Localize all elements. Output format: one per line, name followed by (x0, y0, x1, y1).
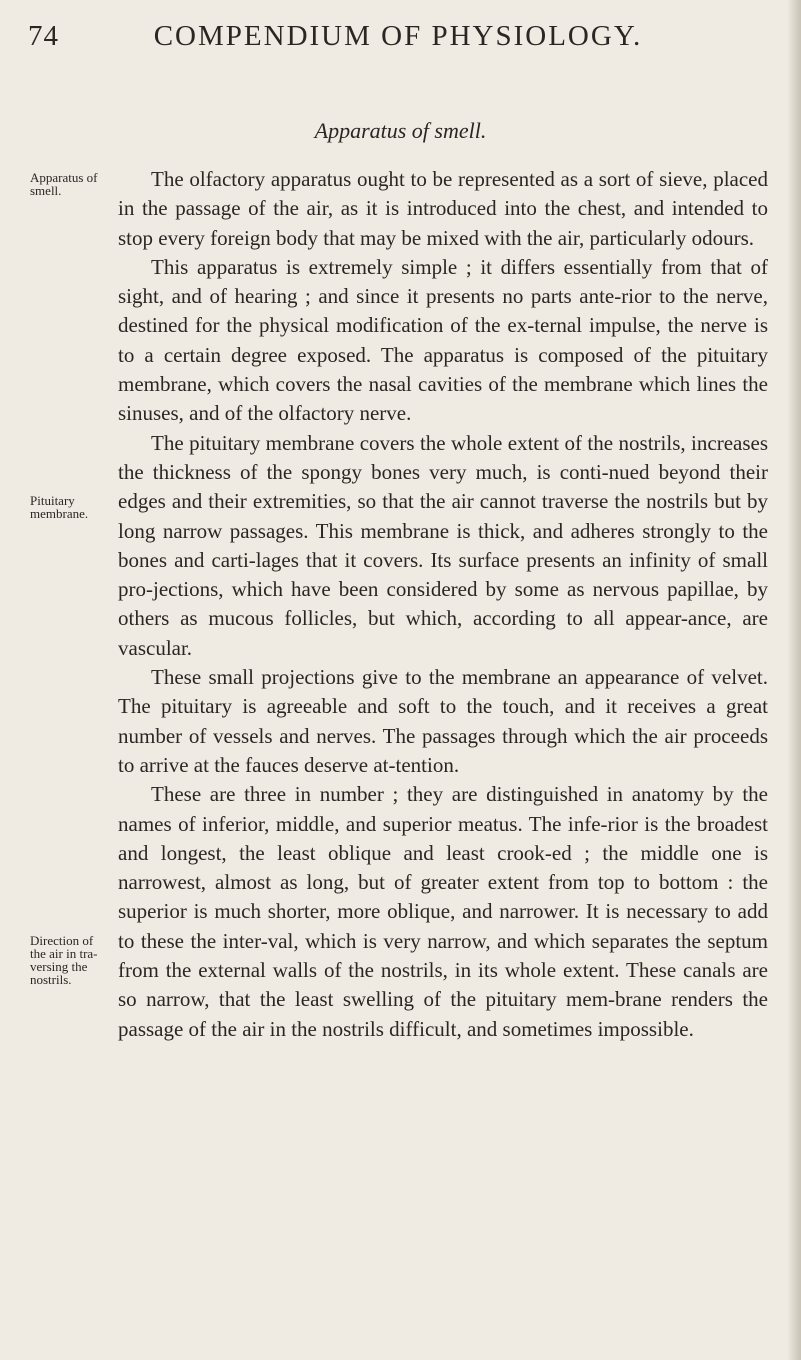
running-head (28, 20, 768, 60)
paragraph: The olfactory apparatus ought to be represented as a sort of sieve, placed in the passage of the air, as it is introduced into the chest, and intended to stop every foreign body that may be mixed with the air, particularly odours. (118, 167, 768, 250)
paragraph: These small projections give to the membrane an appearance of velvet. The pituitary is agreeable and soft to the touch, and it receives a great number of vessels and nerves. The passages through which the air proceeds to arrive at the fauces deserve at-tention. (118, 665, 768, 777)
page-edge (787, 0, 801, 1360)
paragraph: These are three in number ; they are distinguished in anatomy by the names of inferior, middle, and superior meatus. The infe-rior is the broadest and longest, the least oblique and least crook-ed ; the middle one is narrowest, almost as long, but of greater extent from top to bottom : the superior is much shorter, more oblique, and narrower. It is necessary to add to these the inter-val, which is very narrow, and which separates the septum from the external walls of the nostrils, in its whole extent. These canals are so narrow, that the least swelling of the pituitary mem-brane renders the passage of the air in the nostrils difficult, and sometimes impossible. (118, 782, 768, 1041)
body-text (118, 165, 768, 1044)
margin-note-apparatus: Apparatus of smell. (30, 170, 98, 198)
page-number: 74 (28, 20, 59, 52)
paragraph: This apparatus is extremely simple ; it differs essentially from that of sight, and of hearing ; and since it presents no parts ante-rior to the nerve, destined for the physical modification of the ex-ternal impulse, the nerve is to a certain degree exposed. The apparatus is composed of the pituitary membrane, which covers the nasal cavities of the membrane which lines the sinuses, and of the olfactory nerve. (118, 254, 768, 426)
margin-note-direction: Direction of the air in tra-versing the nostrils. (30, 933, 98, 987)
paragraph: The pituitary membrane covers the whole extent of the nostrils, increases the thickness of the spongy bones very much, is conti-nued beyond their edges and their extremities, so that the air cannot traverse the nostrils but by long narrow passages. This membrane is thick, and adheres strongly to the bones and carti-lages that it covers. Its surface presents an infinity of small pro-jections, which have been considered by some as nervous papillae, by others as mucous follicles, but which, according to all appear-ance, are vascular. (118, 430, 768, 660)
margin-note-pituitary: Pituitary membrane. (30, 493, 89, 521)
section-heading: Apparatus of smell. (314, 118, 487, 143)
running-title: COMPENDIUM OF PHYSIOLOGY. (153, 20, 643, 52)
